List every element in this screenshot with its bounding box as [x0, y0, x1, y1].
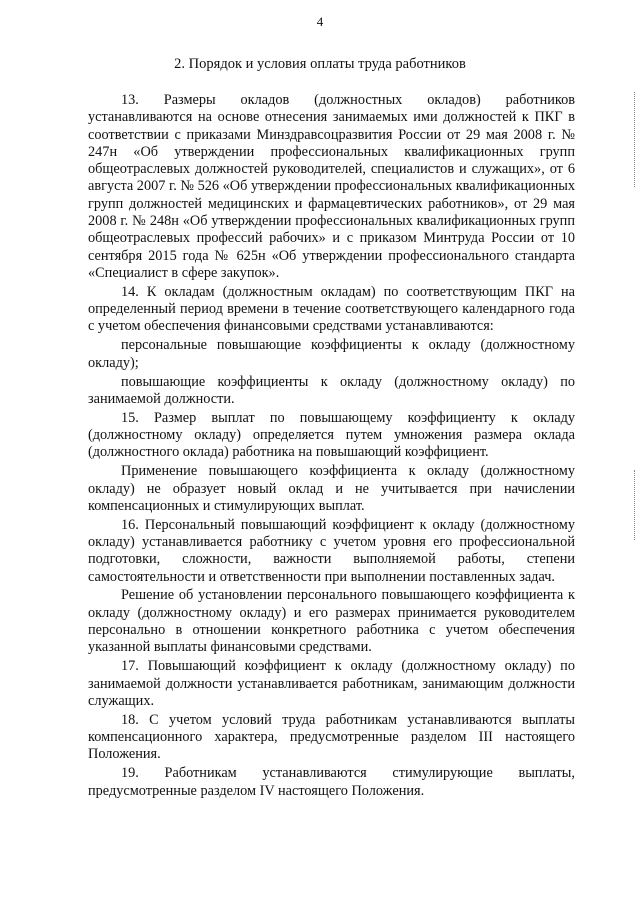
document-body [88, 92, 575, 801]
paragraph-14-item-2: повышающие коэффициенты к окладу (должностному окладу) по занимаемой должности. [88, 373, 575, 407]
scan-margin-mark [634, 92, 638, 187]
scan-margin-mark [634, 470, 638, 540]
page-number: 4 [316, 14, 324, 29]
paragraph-14-item-1: персональные повышающие коэффициенты к окладу (должностному окладу); [88, 337, 575, 371]
section-title: 2. Порядок и условия оплаты труда работников [174, 56, 466, 72]
paragraph-15-note: Применение повышающего коэффициента к окладу (должностному окладу) не образует новый оклад и не учитывается при начислении компенсационных и стимулирующих выплат. [88, 463, 575, 514]
paragraph-14: 14. К окладам (должностным окладам) по соответствующим ПКГ на определенный период времени в течение соответствующего календарного года с учетом обеспечения финансовыми средствами устанавливаются: [88, 283, 575, 335]
paragraph-16: 16. Персональный повышающий коэффициент к окладу (должностному окладу) устанавливается работнику с учетом уровня его профессиональной подготовки, сложности, важности выполняемой работы, степени самостоятельности и ответственности при выполнении поставленных задач. [88, 516, 575, 585]
paragraph-15: 15. Размер выплат по повышающему коэффициенту к окладу (должностному окладу) определяется путем умножения размера оклада (должностного оклада) работника на повышающий коэффициент. [88, 409, 575, 461]
paragraph-13: 13. Размеры окладов (должностных окладов) работников устанавливаются на основе отнесения занимаемых ими должностей к ПКГ в соответствии с приказами Минздравсоцразвития России от 29 мая 2008 г. № 247н «Об утверждении профессиональных квалификационных групп общеотраслевых должностей руководителей, специалистов и служащих», от 6 августа 2007 г. № 526 «Об утверждении профессиональных квалификационных групп должностей медицинских и фармацевтических работников», от 29 мая 2008 г. № 248н «Об утверждении профессиональных квалификационных групп общеотраслевых профессий рабочих» и с приказом Минтруда России от 10 сентября 2015 года № 625н «Об утверждении профессионального стандарта «Специалист в сфере закупок». [88, 92, 575, 281]
paragraph-18: 18. С учетом условий труда работникам устанавливаются выплаты компенсационного характера, предусмотренные разделом III настоящего Положения. [88, 711, 575, 763]
paragraph-19: 19. Работникам устанавливаются стимулирующие выплаты, предусмотренные разделом IV настоящего Положения. [88, 765, 575, 799]
paragraph-17: 17. Повышающий коэффициент к окладу (должностному окладу) по занимаемой должности устанавливается работникам, занимающим должности служащих. [88, 658, 575, 709]
paragraph-16-note: Решение об установлении персонального повышающего коэффициента к окладу (должностному окладу) и его размерах принимается руководителем персонально в отношении конкретного работника с учетом обеспечения указанной выплаты финансовыми средствами. [88, 587, 575, 656]
